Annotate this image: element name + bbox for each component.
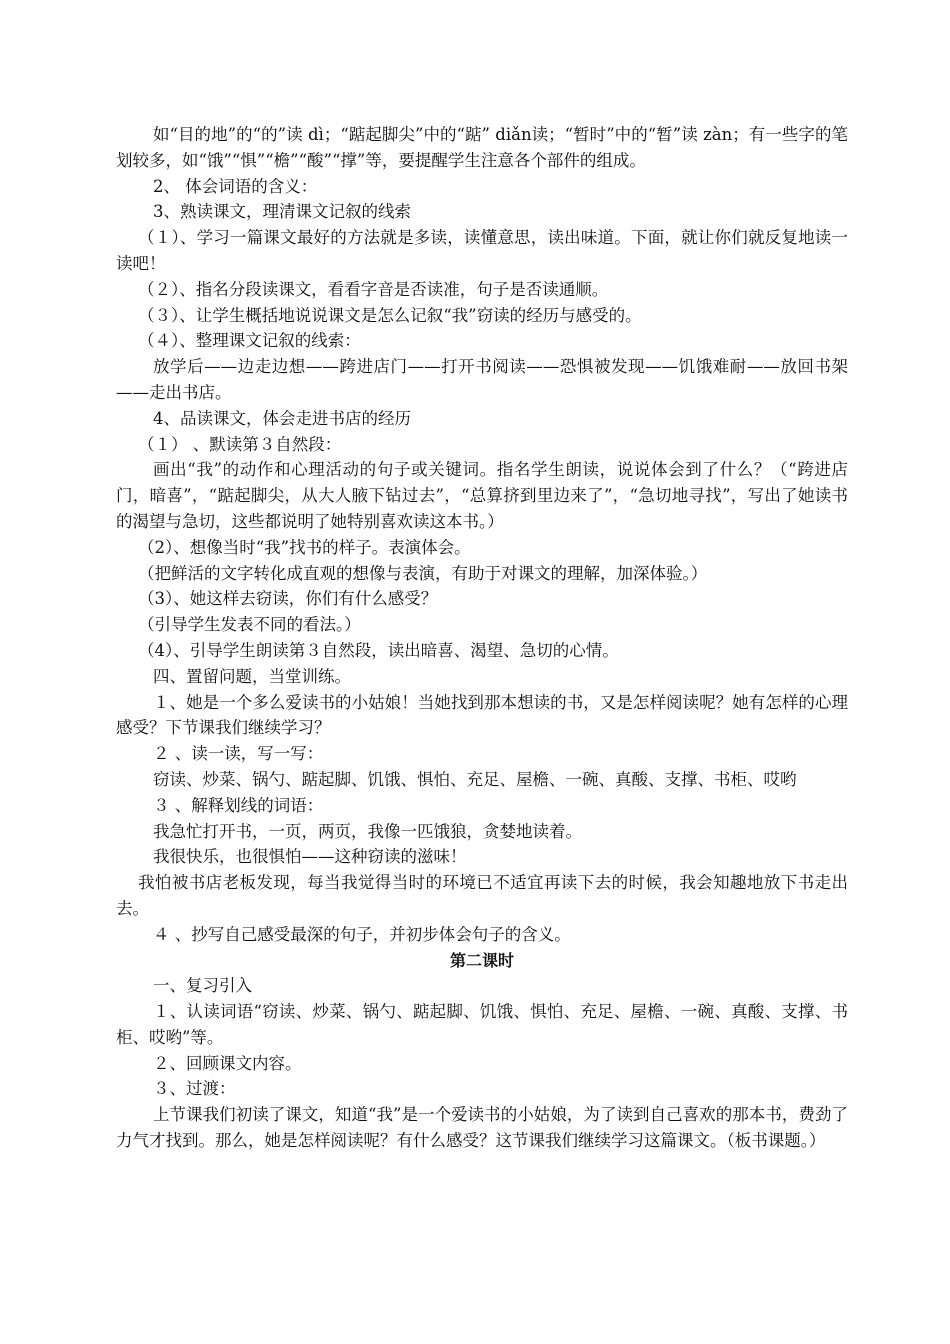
paragraph: 3、熟读课文，理清课文记叙的线索 [153,202,411,222]
paragraph: （３）、让学生概括地说说课文是怎么记叙“我”窃读的经历与感受的。 [138,305,642,325]
paragraph: （引导学生发表不同的看法。） [138,615,361,635]
document-body [116,122,848,1154]
paragraph: （3）、她这样去窃读，你们有什么感受？ [138,589,438,609]
paragraph: 我很快乐，也很惧怕——这种窃读的滋味！ [153,847,467,867]
paragraph: 一、复习引入 [153,976,252,996]
paragraph: （把鲜活的文字转化成直观的想像与表演，有助于对课文的理解，加深体验。） [138,563,708,583]
paragraph: （１）、学习一篇课文最好的方法就是多读，读懂意思，读出味道。下面，就让你们就反复地读一读吧！ [116,228,848,273]
paragraph: ２ 、读一读，写一写： [153,744,324,764]
paragraph: 窃读、炒菜、锅勺、踮起脚、饥饿、惧怕、充足、屋檐、一碗、真酸、支撑、书柜、哎哟 [153,769,797,789]
section-heading: 第二课时 [449,950,514,970]
paragraph: ３、过渡： [153,1079,236,1099]
paragraph: 如“目的地”的“的”读 dì；“踮起脚尖”中的“踮” diǎn读；“暂时”中的“暂”读 zàn；有一些字的笔划较多，如“饿”“惧”“檐”“酸”“撑”等，要提醒学生注意各个部件的组成。 [116,125,848,170]
paragraph: 四、置留问题，当堂训练。 [153,666,351,686]
paragraph: 我怕被书店老板发现，每当我觉得当时的环境已不适宜再读下去的时候，我会知趣地放下书走出去。 [116,873,848,918]
paragraph: 我急忙打开书，一页，两页，我像一匹饿狼，贪婪地读着。 [153,821,582,841]
paragraph: １、认读词语“窃读、炒菜、锅勺、踮起脚、饥饿、惧怕、充足、屋檐、一碗、真酸、支撑、书柜、哎哟”等。 [116,1002,848,1047]
paragraph: ３ 、解释划线的词语： [153,795,324,815]
paragraph: （2）、想像当时“我”找书的样子。表演体会。 [138,537,471,557]
paragraph: ２、回顾课文内容。 [153,1053,302,1073]
paragraph: 放学后——边走边想——跨进店门——打开书阅读——恐惧被发现——饥饿难耐——放回书架——走出书店。 [116,357,848,402]
paragraph: 画出“我”的动作和心理活动的句子或关键词。指名学生朗读，说说体会到了什么？（“跨进店门，暗喜”，“踮起脚尖，从大人腋下钻过去”，“总算挤到里边来了”，“急切地寻找”，写出了她读书的渴望与急切，这些都说明了她特别喜欢读这本书。） [116,460,848,531]
paragraph: （１） 、默读第３自然段： [138,434,342,454]
paragraph: （4）、引导学生朗读第３自然段，读出暗喜、渴望、急切的心情。 [138,640,619,660]
paragraph: 2、 体会词语的含义： [153,176,318,196]
paragraph: （２）、指名分段读课文，看看字音是否读准，句子是否读通顺。 [138,279,609,299]
paragraph: １、她是一个多么爱读书的小姑娘！当她找到那本想读的书，又是怎样阅读呢？她有怎样的心理感受？下节课我们继续学习？ [116,692,848,738]
paragraph: ４ 、抄写自己感受最深的句子，并初步体会句子的含义。 [153,924,571,944]
paragraph: 4、品读课文，体会走进书店的经历 [153,408,411,428]
paragraph: 上节课我们初读了课文，知道“我”是一个爱读书的小姑娘，为了读到自己喜欢的那本书，费劲了力气才找到。那么，她是怎样阅读呢？有什么感受？这节课我们继续学习这篇课文。（板书课题。） [116,1105,848,1151]
paragraph: （４）、整理课文记叙的线索： [138,331,361,351]
